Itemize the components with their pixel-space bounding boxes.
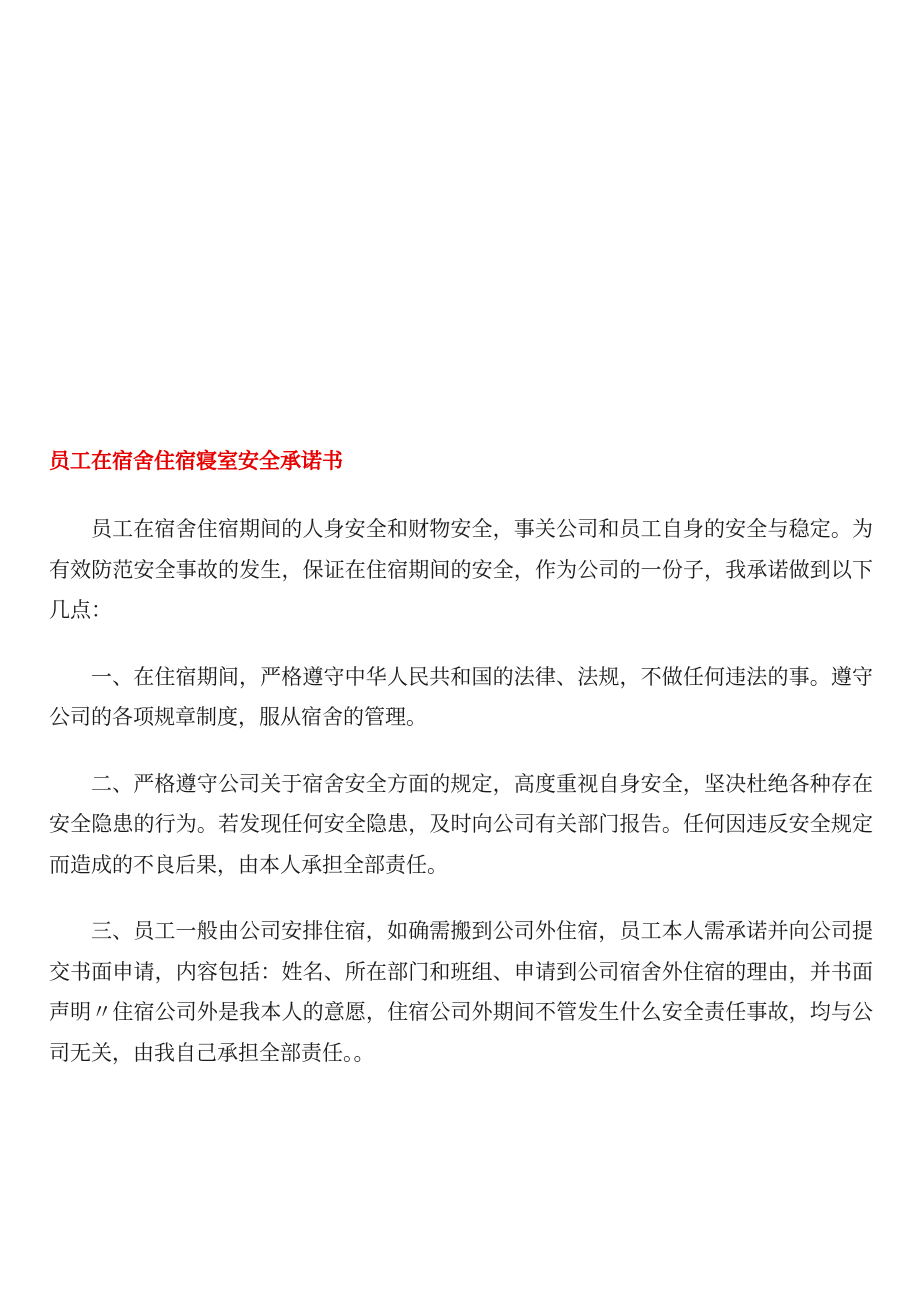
document-body [49, 509, 873, 1099]
paragraph-item-1: 一、在住宿期间，严格遵守中华人民共和国的法律、法规，不做任何违法的事。遵守公司的各项规章制度，服从宿舍的管理。 [49, 664, 873, 729]
paragraph-intro: 员工在宿舍住宿期间的人身安全和财物安全，事关公司和员工自身的安全与稳定。为有效防范安全事故的发生，保证在住宿期间的安全，作为公司的一份子，我承诺做到以下几点： [49, 517, 873, 622]
paragraph-item-3: 三、员工一般由公司安排住宿，如确需搬到公司外住宿，员工本人需承诺并向公司提交书面申请，内容包括：姓名、所在部门和班组、申请到公司宿舍外住宿的理由，并书面声明〃住宿公司外是我本人的意愿，住宿公司外期间不管发生什么安全责任事故，均与公司无关，由我自己承担全部责任。。 [49, 919, 873, 1065]
document-title: 员工在宿舍住宿寝室安全承诺书 [49, 449, 343, 473]
paragraph-item-2: 二、严格遵守公司关于宿舍安全方面的规定，高度重视自身安全，坚决杜绝各种存在安全隐患的行为。若发现任何安全隐患，及时向公司有关部门报告。任何因违反安全规定而造成的不良后果，由本人承担全部责任。 [49, 771, 873, 877]
